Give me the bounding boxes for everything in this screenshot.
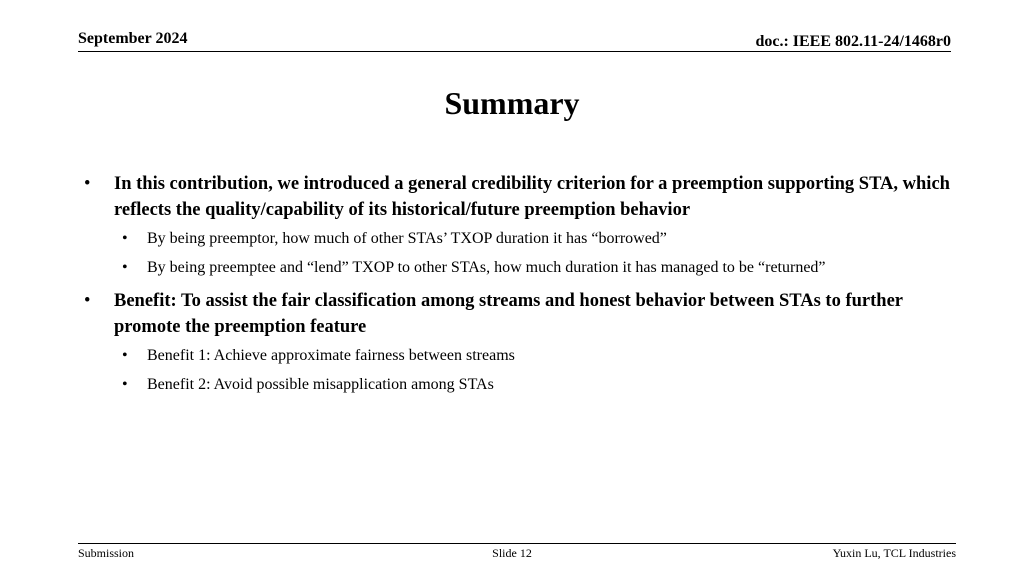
- sub-bullet-item: [122, 374, 954, 396]
- sub-bullet-text: Benefit 1: Achieve approximate fairness between streams: [147, 347, 515, 364]
- footer-slide-number: Slide 12: [492, 546, 532, 560]
- sub-bullet-text: Benefit 2: Avoid possible misapplication among STAs: [147, 376, 494, 393]
- sub-bullet-item: [122, 228, 954, 250]
- footer-submission: Submission: [78, 546, 135, 560]
- sub-bullet-item: [122, 345, 954, 367]
- bullet-item: [84, 288, 954, 340]
- slide-title: Summary: [444, 85, 580, 121]
- bullet-text: In this contribution, we introduced a general credibility criterion for a preemption supporting STA, which reflects the quality/capability of its historical/future preemption behavior: [114, 174, 950, 220]
- bullet-icon: •: [122, 230, 128, 247]
- header-doc-id: doc.: IEEE 802.11-24/1468r0: [755, 33, 951, 50]
- bullet-item: [84, 171, 954, 223]
- footer-divider: [78, 543, 956, 544]
- bullet-text: Benefit: To assist the fair classification among streams and honest behavior between STAs to further promote the preemption feature: [114, 291, 903, 337]
- footer-author: Yuxin Lu, TCL Industries: [832, 546, 956, 560]
- bullet-icon: •: [84, 291, 91, 311]
- bullet-icon: •: [122, 376, 128, 393]
- sub-bullet-text: By being preemptor, how much of other STAs’ TXOP duration it has “borrowed”: [147, 230, 667, 247]
- sub-bullet-item: [122, 257, 954, 279]
- bullet-icon: •: [84, 174, 91, 194]
- bullet-icon: •: [122, 259, 128, 276]
- bullet-icon: •: [122, 347, 128, 364]
- slide-body: [84, 171, 954, 403]
- header-date: September 2024: [78, 30, 188, 47]
- header-divider: [78, 51, 951, 52]
- sub-bullet-text: By being preemptee and “lend” TXOP to other STAs, how much duration it has managed to be “returned”: [147, 259, 826, 276]
